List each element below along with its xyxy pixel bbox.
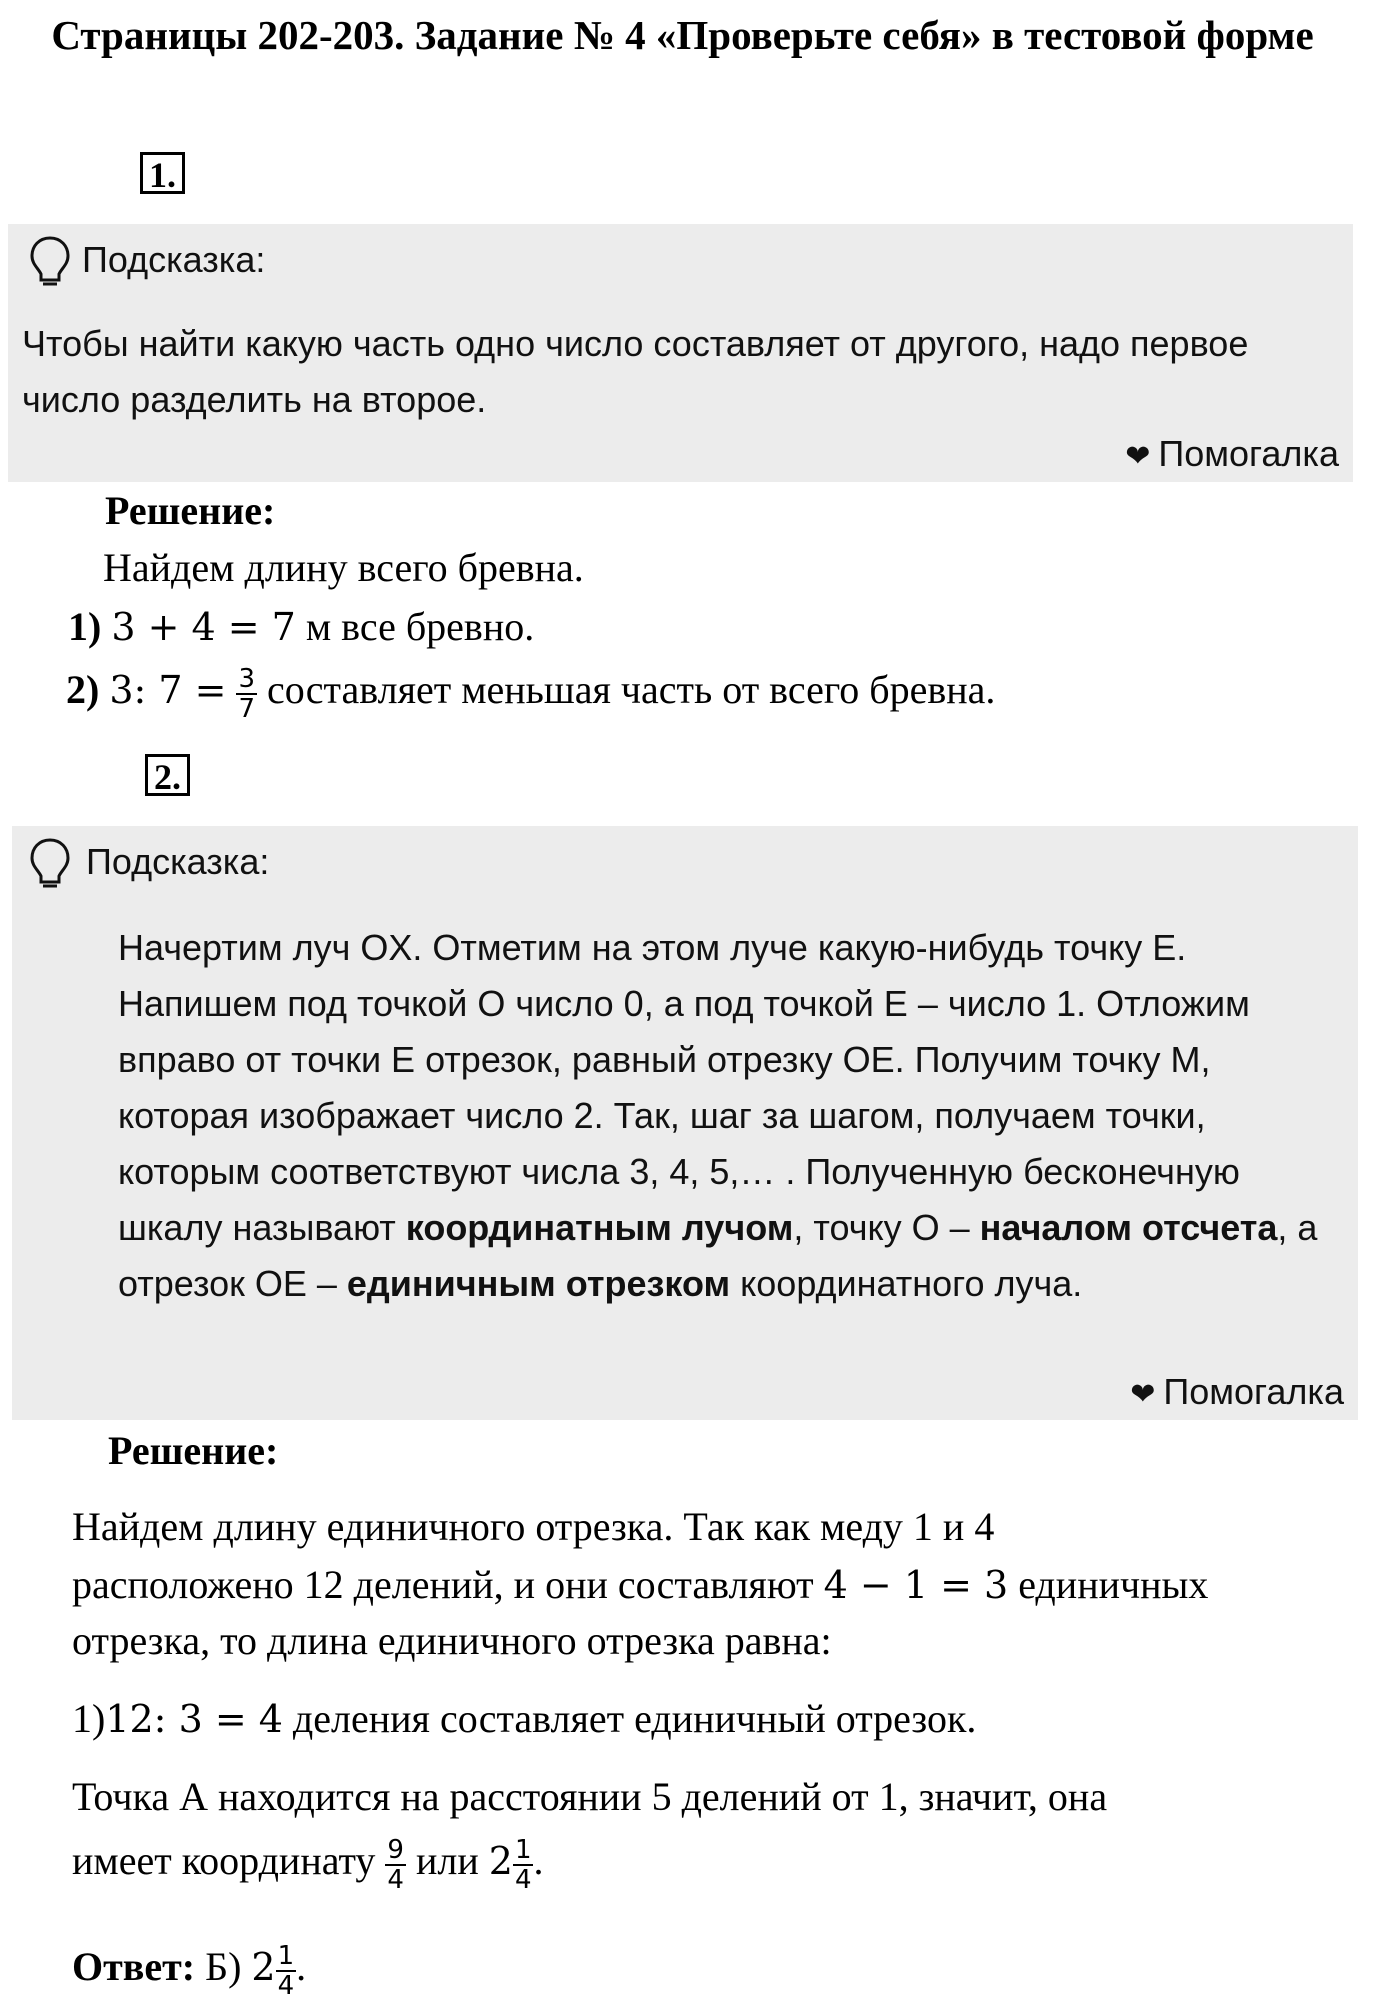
solution-paragraph-line: Точка А находится на расстоянии 5 делений от 1, значит, она	[72, 1774, 1108, 1819]
solution-paragraph-line: расположено 12 делений, и они составляют 4 − 1 = 3 единичных	[72, 1562, 1209, 1607]
helper-link[interactable]: ❤ Помогалка	[1125, 433, 1339, 474]
fraction: $\frac{3}{7}$	[238, 664, 256, 724]
solution-paragraph-line: Найдем длину единичного отрезка. Так как меду 1 и 4	[72, 1504, 995, 1549]
fraction: $\frac{9}{4}$	[387, 1835, 404, 1895]
page-title: Страницы 202-203. Задание № 4 «Проверьте себя» в тестовой форме	[51, 12, 1314, 58]
solution-label: Решение:	[108, 1428, 279, 1473]
lightbulb-icon	[28, 234, 72, 290]
solution-step-1: 1) 3 + 4 = 7 м все бревно.	[68, 604, 535, 649]
hint-label: Подсказка:	[86, 841, 270, 882]
solution-step-1: 1)12: 3 = 4 деления составляет единичный отрезок.	[72, 1696, 977, 1741]
hint-box-1	[8, 224, 1353, 482]
hint-text: Чтобы найти какую часть одно число составляет от другого, надо первое число разделить на второе.	[22, 323, 1249, 420]
solution-step-2: 2) 3: 7 = $\frac{3}{7}$ составляет меньшая часть от всего бревна.	[66, 664, 996, 724]
solution-paragraph-line: имеет координату $\frac{9}{4}$ или 2 $\frac{1}{4}$ .	[72, 1835, 544, 1895]
hint-box-2	[12, 826, 1358, 1420]
hint-label: Подсказка:	[82, 239, 266, 280]
heart-icon: ❤	[1125, 440, 1151, 473]
answer: Ответ: Б) 2 $\frac{1}{4}$ .	[72, 1941, 307, 2001]
fraction: $\frac{1}{4}$	[277, 1941, 295, 2001]
lightbulb-icon	[28, 836, 72, 892]
hint-text: Начертим луч OX. Отметим на этом луче какую-нибудь точку E. Напишем под точкой O число 0, а под точкой E – число 1. Отложим вправо от точки E отрезок, равный отрезку OE. Получим точку M, которая изображает число 2. Так, шаг за шагом, получаем точки, которым соответствуют числа 3, 4, 5,… . Полученную бесконечную шкалу называют координатным лучом, точку O – началом отсчета, а отрезок OE – единичным отрезком координатного луча.	[118, 927, 1318, 1304]
helper-link[interactable]: ❤ Помогалка	[1130, 1371, 1344, 1412]
solution-paragraph-line: отрезка, то длина единичного отрезка равна:	[72, 1618, 832, 1663]
solution-label: Решение:	[105, 488, 276, 533]
task-number-2: 2.	[145, 754, 190, 796]
solution-intro: Найдем длину всего бревна.	[103, 545, 584, 590]
fraction: $\frac{1}{4}$	[514, 1835, 532, 1895]
task-number-1: 1.	[140, 152, 185, 194]
heart-icon: ❤	[1130, 1378, 1156, 1411]
